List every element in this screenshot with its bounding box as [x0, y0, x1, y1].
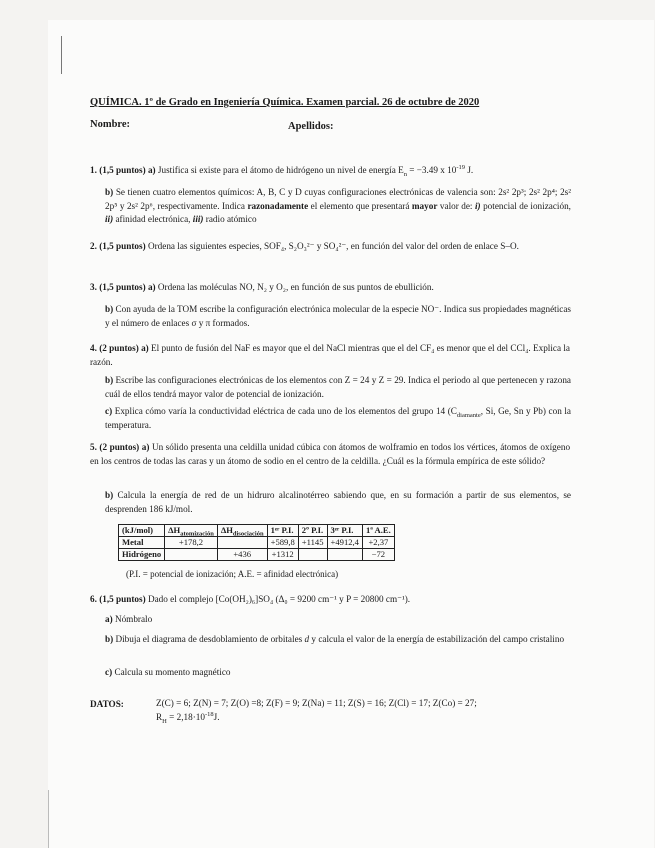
table-cell: +589,8 — [267, 537, 298, 549]
table-header: 2º P.I. — [298, 525, 327, 537]
table-header: 1ª A.E. — [362, 525, 394, 537]
question-2 — [90, 240, 570, 254]
q4-c-text2: , Si, Ge, Sn y Pb) con la temperatura. — [105, 406, 571, 430]
question-3a — [90, 281, 570, 295]
table-cell: +2,37 — [362, 537, 394, 549]
q4-b-label: b) — [105, 375, 114, 385]
q1-b-text4: valor de: — [437, 200, 475, 211]
table-cell: +4912,4 — [327, 537, 362, 549]
q6-b-italic: d — [304, 634, 310, 644]
exam-title: QUÍMICA. 1º de Grado en Ingeniería Química. Examen parcial. 26 de octubre de 2020 — [90, 97, 480, 108]
datos-line2: $R_H = 2,18\cdot 10^{-18}J$. — [156, 710, 220, 725]
table-cell: −72 — [362, 549, 394, 561]
q1-t1: potencial de ionización, — [480, 200, 571, 211]
q1-t2: afinidad electrónica, — [113, 214, 193, 224]
table-header: (kJ/mol) — [119, 525, 165, 537]
table-cell — [165, 549, 218, 561]
q1-points: (1,5 puntos) — [99, 165, 146, 175]
table-cell: +1145 — [298, 537, 327, 549]
q1-number: 1. — [90, 165, 97, 175]
table-cell — [327, 549, 362, 561]
table-header: $\Delta H_{disociación}$ — [217, 525, 267, 537]
question-4a — [90, 342, 570, 369]
table-cell: Metal — [119, 537, 165, 549]
q1-a-text: Justifica si existe para el átomo de hidrógeno un nivel de energía E — [157, 165, 404, 175]
q5-a-label: a) — [141, 442, 150, 452]
table-row — [119, 537, 395, 549]
q2-number: 2. — [90, 241, 97, 251]
datos-values — [156, 697, 576, 724]
table-cell: +1312 — [267, 549, 298, 561]
question-3b — [105, 303, 571, 330]
q1-i3: iii) — [192, 214, 204, 224]
question-6a — [105, 613, 571, 627]
q6-a-text: Nómbralo — [114, 614, 153, 624]
q1-b-label: b) — [105, 187, 114, 197]
q3-b-label: b) — [105, 304, 114, 314]
datos-label: DATOS: — [90, 699, 124, 709]
q4-points: (2 puntos) — [99, 343, 139, 353]
q1-b-bold2: mayor — [411, 200, 438, 211]
q1-a-text3: J. — [465, 165, 474, 175]
q1-a-sup: -19 — [456, 163, 466, 171]
q3-number: 3. — [90, 282, 97, 292]
question-1a — [90, 164, 570, 178]
q6-b-text1: Dibuja el diagrama de desdoblamiento de orbitales — [115, 634, 305, 644]
table-header: $\Delta H_{atomización}$ — [165, 525, 218, 537]
q4-b-text: Escribe las configuraciones electrónicas de los elementos con Z = 24 y Z = 29. Indica el periodo al que pertenecen y razona cuál de ellos tendrá mayor valor de potencial de ionización. — [105, 375, 572, 399]
q1-b-text1: Se tienen cuatro elementos químicos: A, B, C y D cuyas configuraciones electrónicas de valencia son: — [115, 187, 499, 197]
q3-b-text: Con ayuda de la TOM escribe la configuración electrónica molecular de la especie NO⁻. Indica sus propiedades magnéticas y el número de enlaces σ y π formados. — [105, 304, 572, 328]
table-cell — [217, 537, 267, 549]
q5-a-text: Un sólido presenta una celdilla unidad cúbica con átomos de wolframio en todos los vértices, átomos de oxígeno en los centros de todas las caras y un átomo de sodio en el centro de la celdilla. ¿Cuál es la fórmula empírica de este sólido? — [90, 442, 571, 466]
energy-data-table — [118, 524, 395, 561]
q1-t3: radio atómico — [203, 214, 257, 224]
q1-i1: i) — [474, 200, 481, 211]
question-6c — [105, 666, 571, 680]
table-cell: Hidrógeno — [119, 549, 165, 561]
pen-mark — [61, 36, 62, 74]
q6-b-text2: y calcula el valor de la energía de estabilización del campo cristalino — [309, 634, 565, 644]
q6-number: 6. — [90, 594, 97, 604]
q1-i2: ii) — [105, 214, 114, 224]
q4-c-label: c) — [105, 406, 113, 416]
q6-points: (1,5 puntos) — [99, 594, 146, 604]
q5-b-label: b) — [105, 490, 114, 500]
table-row — [119, 549, 395, 561]
q5-number: 5. — [90, 442, 97, 452]
q4-c-sub: diamante — [456, 411, 481, 419]
table-cell — [298, 549, 327, 561]
q1-b-text3: el elemento que presentará — [308, 200, 412, 211]
table-note: (P.I. = potencial de ionización; A.E. = afinidad electrónica) — [126, 569, 339, 579]
q1-a-text2: = −3.49 x 10 — [406, 165, 457, 175]
q1-b-text2: , respectivamente. Indica — [152, 200, 248, 211]
question-6b — [105, 633, 571, 647]
table-header-row — [119, 525, 395, 537]
question-5a — [90, 441, 570, 468]
table-cell: +436 — [217, 549, 267, 561]
table-header: 3ᵉʳ P.I. — [327, 525, 362, 537]
question-4b — [105, 374, 571, 401]
question-4c — [105, 405, 571, 432]
q6-a-label: a) — [105, 614, 113, 624]
q4-c-text1: Explica cómo varía la conductividad eléctrica de cada uno de los elementos del grupo 14 (C — [114, 406, 457, 416]
q4-a-text: El punto de fusión del NaF es mayor que el del NaCl mientras que el del CF₄ es menor que el del CCl₄. Explica la razón. — [90, 343, 570, 367]
q1-config: 2s² 2p³; 2s² 2p⁴; 2s² 2p⁵ y 2s² 2p⁶ — [105, 187, 572, 211]
q3-a-label: a) — [147, 282, 156, 292]
q6-c-text: Calcula su momento magnético — [114, 667, 231, 677]
q4-a-label: a) — [141, 343, 149, 353]
q2-text: Ordena las siguientes especies, SOF₄, S₂O₃²⁻ y SO₄²⁻, en función del valor del orden de enlace S–O. — [147, 241, 519, 251]
q6-b-label: b) — [105, 634, 114, 644]
q6-c-label: c) — [105, 667, 113, 677]
table-cell: +178,2 — [165, 537, 218, 549]
question-6 — [90, 593, 570, 607]
q4-number: 4. — [90, 343, 97, 353]
q5-b-text: Calcula la energía de red de un hidruro alcalinotérreo sabiendo que, en su formación a partir de sus elementos, se desprenden 186 kJ/mol. — [105, 490, 571, 514]
q3-points: (1,5 puntos) — [99, 282, 146, 292]
apellidos-label: Apellidos: — [288, 121, 334, 132]
q6-text: Dado el complejo [Co(OH₂)₆]SO₄ (Δ₀ = 9200 cm⁻¹ y P = 20800 cm⁻¹). — [147, 594, 411, 604]
question-1b — [105, 186, 571, 227]
nombre-label: Nombre: — [90, 119, 131, 130]
datos-line1: Z(C) = 6; Z(N) = 7; Z(O) =8; Z(F) = 9; Z(Na) = 11; Z(S) = 16; Z(Cl) = 17; Z(Co) = 27; — [156, 698, 477, 708]
page-edge — [48, 790, 49, 848]
q1-a-sub: n — [403, 170, 407, 178]
q1-b-bold1: razonadamente — [247, 200, 309, 211]
q5-points: (2 puntos) — [99, 442, 140, 452]
q3-a-text: Ordena las moléculas NO, N₂ y O₂, en función de sus puntos de ebullición. — [157, 282, 434, 292]
question-5b — [105, 489, 571, 516]
q2-points: (1,5 puntos) — [99, 241, 146, 251]
q1-a-label: a) — [147, 165, 156, 175]
table-header: 1ᵉʳ P.I. — [267, 525, 298, 537]
